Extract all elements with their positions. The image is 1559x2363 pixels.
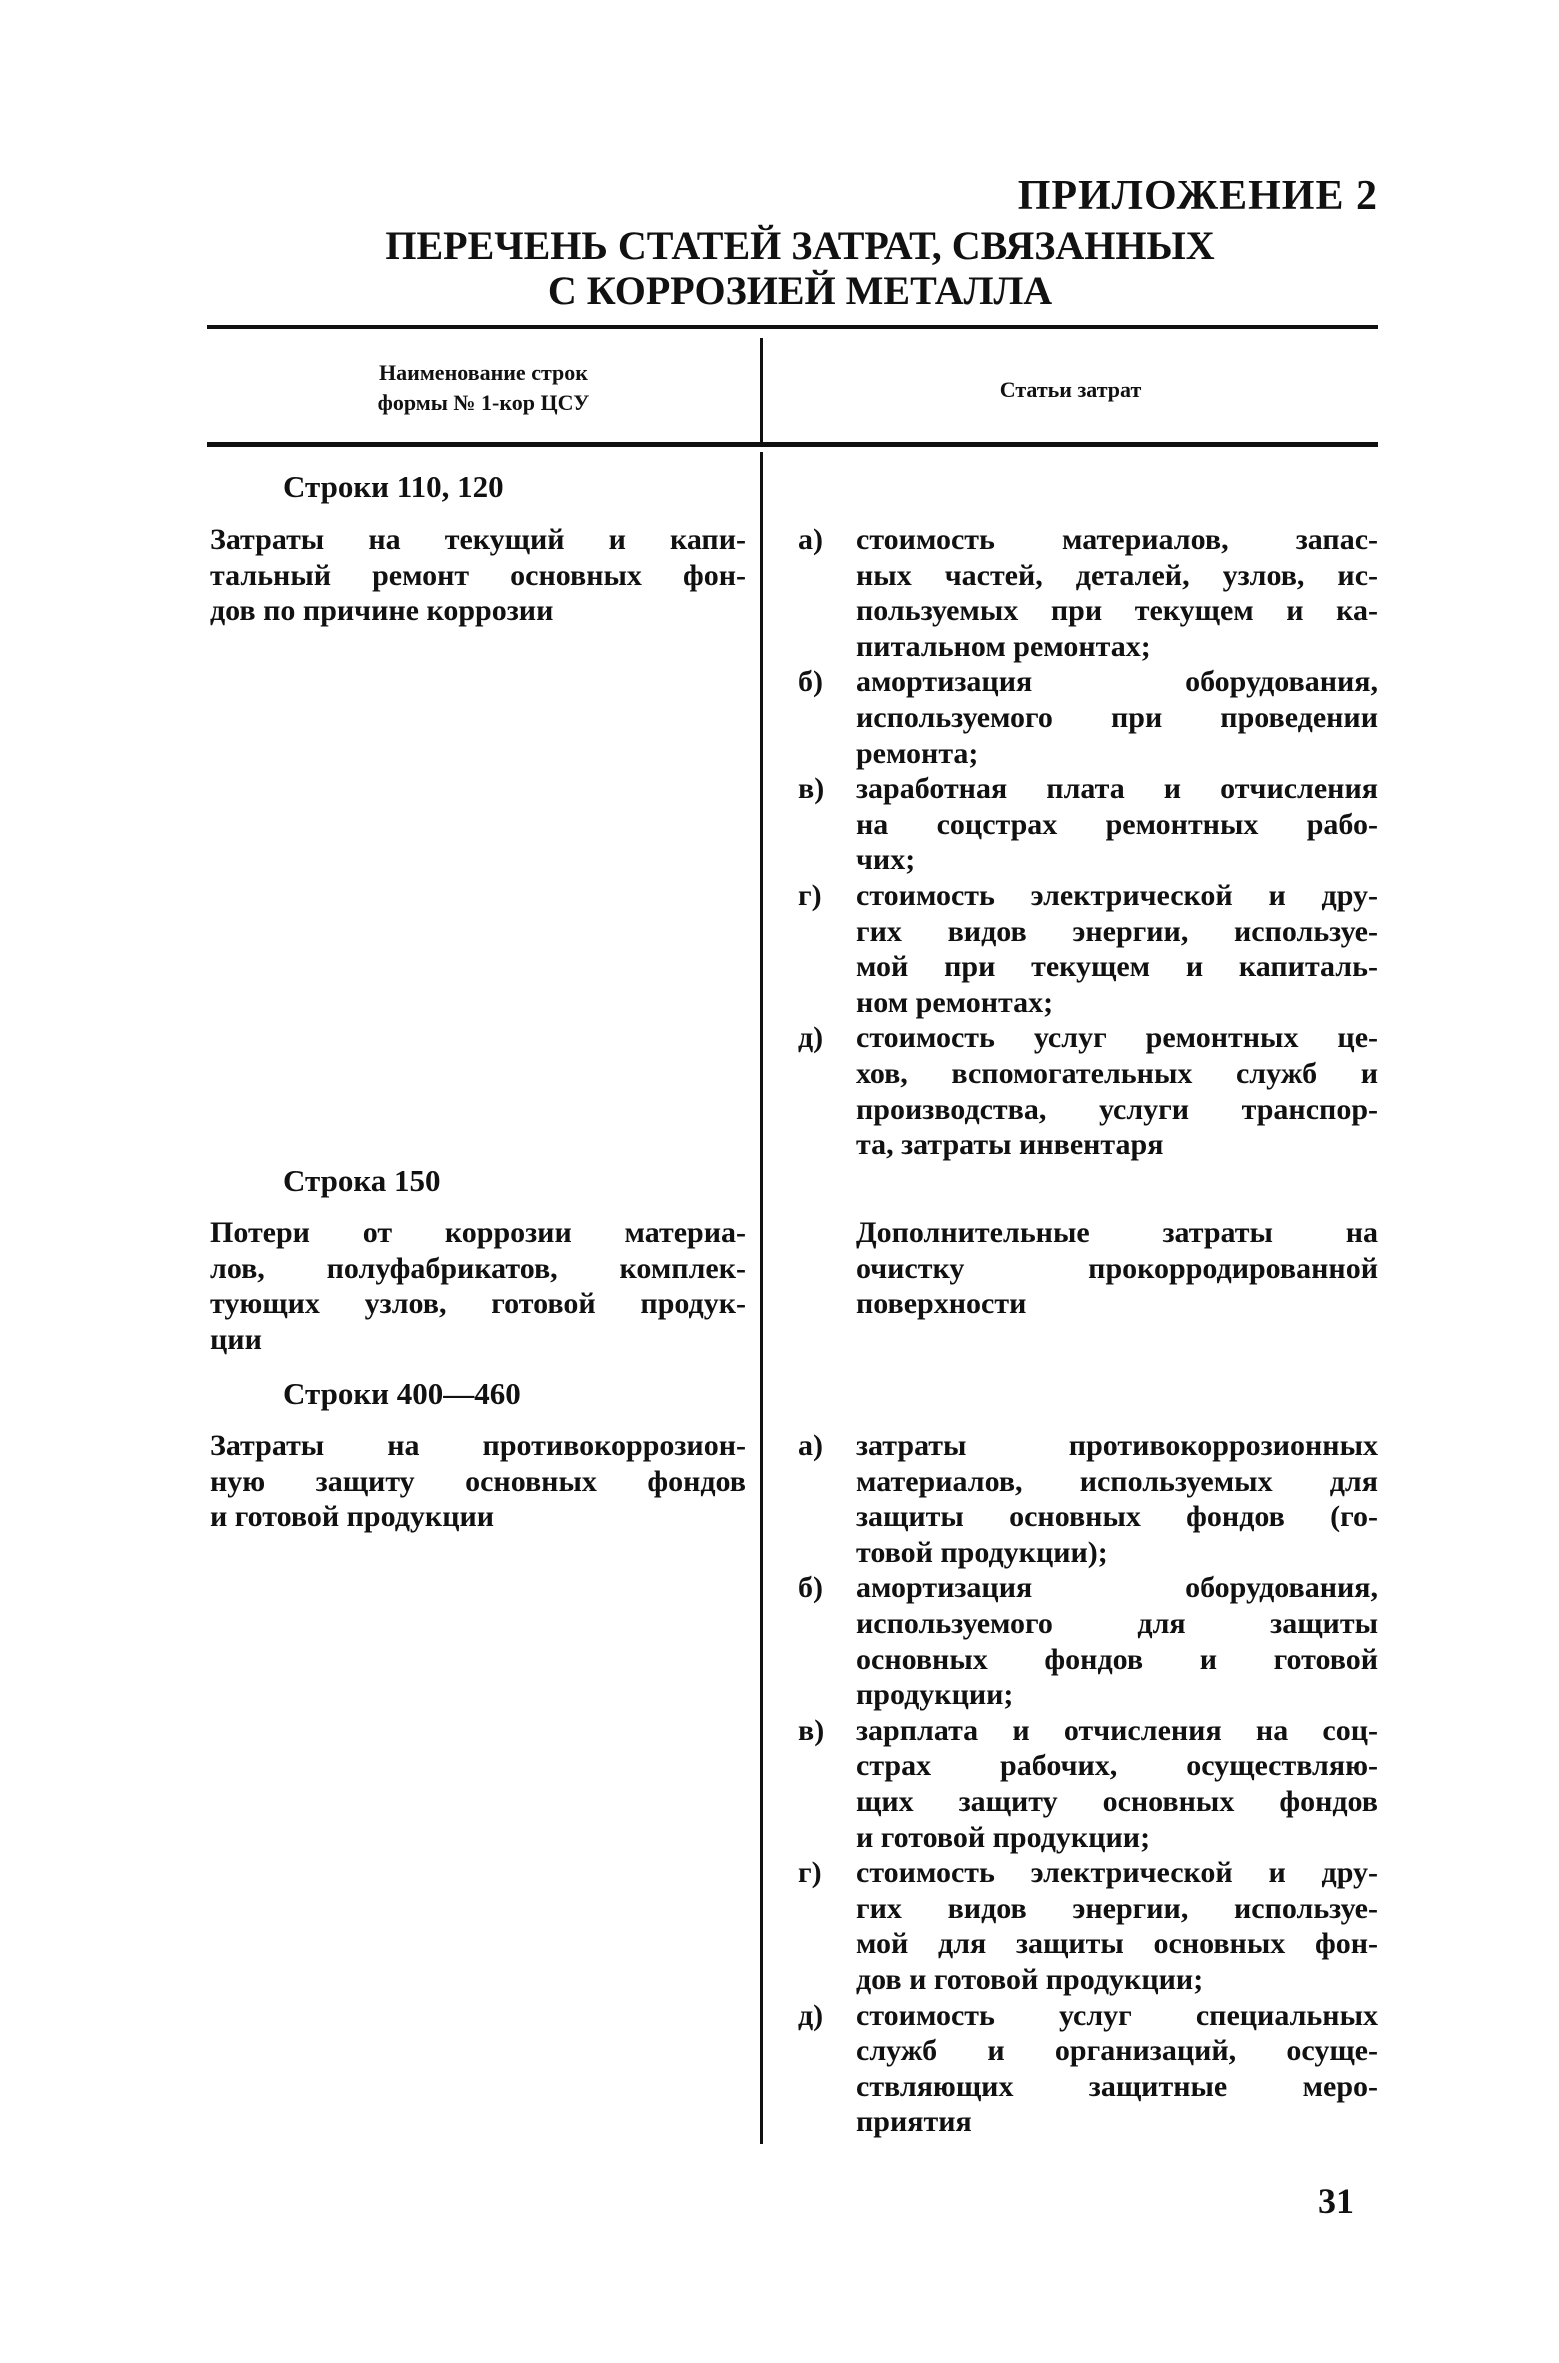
- text-line: основных фондов и готовой: [856, 1642, 1378, 1676]
- cost-items-cell: [798, 1428, 1378, 2140]
- item-marker: г): [798, 878, 822, 912]
- text-line: стоимость услуг ремонтных це-: [856, 1021, 1378, 1055]
- cost-items-cell: [856, 1215, 1378, 1322]
- text-line: ции: [210, 1322, 262, 1356]
- text-line: Дополнительные затраты на: [856, 1216, 1378, 1249]
- text-line: гих видов энергии, используе-: [856, 914, 1378, 948]
- text-line: ном ремонтах;: [856, 985, 1054, 1019]
- text-line: приятия: [856, 2105, 972, 2139]
- text-line: Затраты на противокоррозион-: [210, 1429, 746, 1462]
- text-line: дов по причине коррозии: [210, 594, 554, 628]
- text-line: тующих узлов, готовой продук-: [210, 1287, 746, 1321]
- text-line: и готовой продукции: [210, 1500, 495, 1534]
- item-marker: д): [798, 1998, 824, 2032]
- item-marker: в): [798, 772, 825, 806]
- cost-item: [798, 664, 1378, 771]
- cost-item: [798, 1713, 1378, 1855]
- row-name-cell: [210, 1215, 746, 1357]
- text-line: гих видов энергии, используе-: [856, 1891, 1378, 1925]
- cost-item: [798, 878, 1378, 1020]
- column-header-row-names: [207, 358, 760, 418]
- text-line: затраты противокоррозионных: [856, 1429, 1378, 1462]
- item-marker: д): [798, 1021, 824, 1055]
- cost-item: [798, 1998, 1378, 2140]
- text-line: ствляющих защитные меро-: [856, 2069, 1378, 2103]
- text-line: зарплата и отчисления на соц-: [856, 1713, 1378, 1747]
- text-line: используемого при проведении: [856, 700, 1378, 734]
- table-top-rule: [207, 325, 1378, 329]
- body-column-divider: [760, 452, 763, 2144]
- cost-item: [798, 522, 1378, 664]
- text-line: служб и организаций, осуще-: [856, 2034, 1378, 2068]
- page-number: 31: [1318, 2181, 1354, 2221]
- page-title-line2: С КОРРОЗИЕЙ МЕТАЛЛА: [547, 268, 1053, 313]
- item-marker: а): [798, 1429, 823, 1462]
- text-line: защиты основных фондов (го-: [856, 1500, 1378, 1534]
- text-line: поверхности: [856, 1287, 1027, 1321]
- item-marker: б): [798, 665, 823, 699]
- row-name-cell: [210, 1428, 746, 1535]
- section-heading: Строки 400—460: [283, 1376, 521, 1411]
- text-line: стоимость электрической и дру-: [856, 1856, 1378, 1890]
- cost-item: [856, 1215, 1378, 1322]
- text-line: и готовой продукции;: [856, 1820, 1151, 1854]
- text-line: чих;: [856, 843, 916, 877]
- text-line: страх рабочих, осуществляю-: [856, 1749, 1378, 1783]
- column-header-line: формы № 1-кор ЦСУ: [377, 390, 590, 415]
- text-line: та, затраты инвентаря: [856, 1128, 1164, 1162]
- text-line: Потери от коррозии материа-: [210, 1216, 746, 1249]
- appendix-label: ПРИЛОЖЕНИЕ 2: [1017, 173, 1378, 219]
- text-line: ную защиту основных фондов: [210, 1464, 746, 1498]
- column-header-cost-items: Статьи затрат: [999, 377, 1142, 402]
- text-line: ремонта;: [856, 736, 979, 770]
- text-line: на соцстрах ремонтных рабо-: [856, 807, 1378, 841]
- text-line: мой для защиты основных фон-: [856, 1927, 1378, 1961]
- text-line: ных частей, деталей, узлов, ис-: [856, 558, 1378, 592]
- text-line: очистку прокорродированной: [856, 1251, 1378, 1285]
- item-marker: а): [798, 523, 823, 556]
- item-marker: б): [798, 1571, 823, 1605]
- table-header-rule: [207, 442, 1378, 447]
- text-line: амортизация оборудования,: [856, 665, 1378, 699]
- text-line: Затраты на текущий и капи-: [210, 523, 746, 556]
- item-marker: г): [798, 1856, 822, 1890]
- page-title-line1: ПЕРЕЧЕНЬ СТАТЕЙ ЗАТРАТ, СВЯЗАННЫХ: [385, 223, 1215, 268]
- text-line: амортизация оборудования,: [856, 1571, 1378, 1605]
- text-line: пользуемых при текущем и ка-: [856, 594, 1378, 628]
- cost-item: [798, 1570, 1378, 1712]
- cost-item: [798, 1020, 1378, 1162]
- column-header-line: Наименование строк: [379, 360, 588, 385]
- text-line: мой при текущем и капиталь-: [856, 950, 1378, 984]
- text-line: производства, услуги транспор-: [856, 1092, 1378, 1126]
- cost-item: [798, 1428, 1378, 1570]
- text-line: продукции;: [856, 1678, 1014, 1712]
- text-line: лов, полуфабрикатов, комплек-: [210, 1251, 746, 1285]
- text-line: щих защиту основных фондов: [856, 1784, 1378, 1818]
- cost-item: [798, 771, 1378, 878]
- text-line: стоимость услуг специальных: [856, 1998, 1378, 2032]
- cost-item: [798, 1855, 1378, 1997]
- text-line: стоимость материалов, запас-: [856, 523, 1378, 556]
- section-heading: Строки 110, 120: [283, 469, 504, 504]
- text-line: питальном ремонтах;: [856, 629, 1151, 663]
- text-line: заработная плата и отчисления: [856, 772, 1378, 806]
- cost-items-cell: [798, 522, 1378, 1163]
- text-line: стоимость электрической и дру-: [856, 878, 1378, 912]
- text-line: хов, вспомогательных служб и: [856, 1056, 1378, 1090]
- text-line: товой продукции);: [856, 1535, 1108, 1569]
- row-name-cell: [210, 522, 746, 629]
- text-line: используемого для защиты: [856, 1606, 1378, 1640]
- text-line: дов и готовой продукции;: [856, 1962, 1204, 1996]
- item-marker: в): [798, 1713, 825, 1747]
- text-line: материалов, используемых для: [856, 1464, 1378, 1498]
- section-heading: Строка 150: [283, 1163, 441, 1198]
- text-line: тальный ремонт основных фон-: [210, 558, 746, 592]
